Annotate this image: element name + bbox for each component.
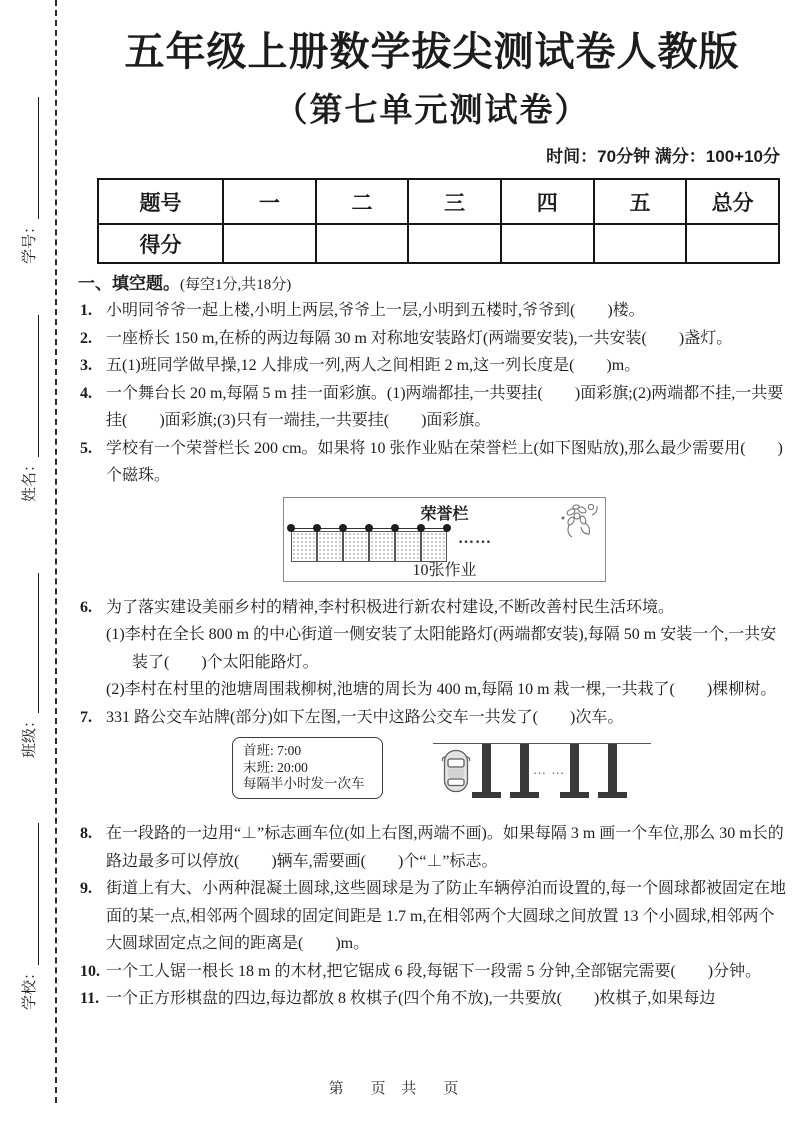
question-4-text: 一个舞台长 20 m,每隔 5 m 挂一面彩旗。(1)两端都挂,一共要挂( )面彩旗;(2)两端都不挂,一共要挂( )面彩旗;(3)只有一端挂,一共要挂( )面彩旗。 [106, 384, 784, 429]
question-6-sub2: (2)李村在村里的池塘周围栽柳树,池塘的周长为 400 m,每隔 10 m 栽一棵,一共栽了( )棵柳树。 [106, 681, 777, 698]
dashed-cut-line [55, 0, 57, 1103]
question-7 [78, 704, 786, 732]
question-10-number: 10. [80, 962, 100, 980]
exam-paper [78, 0, 786, 1013]
question-2 [78, 325, 786, 353]
question-8-number: 8. [80, 825, 92, 842]
student-id-label: 学号： [22, 218, 38, 264]
score-table-cell-defen: 得分 [98, 224, 223, 263]
parking-diagram [433, 743, 651, 810]
student-school-label: 学校： [22, 964, 38, 1010]
student-school-blank-line [23, 823, 39, 965]
question-1-text: 小明同爷爷一起上楼,小明上两层,爷爷上一层,小明到五楼时,爷爷到( )楼。 [106, 302, 645, 319]
score-table [97, 178, 780, 264]
score-table-cell-col2: 二 [316, 179, 409, 224]
parking-ellipsis: … … [533, 762, 566, 777]
score-empty-cell [408, 224, 501, 263]
score-table-cell-col5: 五 [594, 179, 687, 224]
honor-board-title: 荣誉栏 [420, 505, 469, 523]
student-name-label: 姓名： [22, 456, 38, 502]
score-empty-cell [316, 224, 409, 263]
magnet-dot [391, 524, 399, 532]
section-one-note: (每空1分,共18分) [180, 277, 292, 293]
question-3-text: 五(1)班同学做早操,12 人排成一列,两人之间相距 2 m,这一列长度是( )m。 [106, 357, 641, 374]
bus-last-departure: 末班: 20:00 [243, 759, 308, 775]
exam-time-score-info: 时间：70分钟 满分：100+10分 [546, 147, 780, 166]
page-footer: 第 页 共 页 [328, 1081, 465, 1097]
magnet-dot [339, 524, 347, 532]
paper-subtitle: （第七单元测试卷） [274, 91, 590, 128]
question-2-number: 2. [80, 329, 92, 347]
student-class-label: 班级： [22, 712, 38, 758]
car-icon [441, 748, 471, 799]
question-10 [78, 958, 786, 986]
question-7-number: 7. [80, 708, 92, 726]
question-1 [78, 297, 786, 325]
question-11-text: 一个正方形棋盘的四边,每边都放 8 枚棋子(四个角不放),一共要放( )枚棋子,如果每边 [106, 990, 716, 1007]
question-9 [78, 875, 786, 958]
score-table-cell-col3: 三 [408, 179, 501, 224]
question-5 [78, 435, 786, 490]
score-table-cell-col4: 四 [501, 179, 594, 224]
score-empty-cell [594, 224, 687, 263]
magnet-dot [417, 524, 425, 532]
score-empty-cell [501, 224, 594, 263]
parking-post-icon [520, 744, 529, 792]
section-one-heading [78, 272, 786, 297]
magnet-dot [287, 524, 295, 532]
score-empty-cell [686, 224, 779, 263]
question-1-number: 1. [80, 302, 92, 319]
score-empty-cell [223, 224, 316, 263]
question-7-text: 331 路公交车站牌(部分)如下左图,一天中这路公交车一共发了( )次车。 [106, 708, 624, 726]
parking-post-icon [482, 744, 491, 792]
honor-board-caption: 10张作业 [412, 561, 477, 579]
student-class-blank-line [23, 573, 39, 713]
section-one-title: 一、填空题。 [78, 274, 180, 293]
magnet-dot [365, 524, 373, 532]
student-name-blank-line [23, 315, 39, 457]
question-9-text: 街道上有大、小两种混凝土圆球,这些圆球是为了防止车辆停泊而设置的,每一个圆球都被固定在地面的某一点,相邻两个圆球的固定间距是 1.7 m,在相邻两个大圆球之间放置 13 个小圆球,相邻两个大圆球固定点之间的距离是( )m。 [106, 880, 787, 952]
paper-title: 五年级上册数学拔尖测试卷人教版 [124, 30, 740, 74]
parking-post-icon [608, 744, 617, 792]
parking-post-icon [570, 744, 579, 792]
student-class-field [17, 568, 39, 758]
question-8-text: 在一段路的一边用“⊥”标志画车位(如上右图,两端不画)。如果每隔 3 m 画一个车位,那么 30 m长的路边最多可以停放( )辆车,需要画( )个“⊥”标志。 [106, 825, 784, 870]
magnet-dot [313, 524, 321, 532]
question-3-number: 3. [80, 357, 92, 374]
bus-stop-figure [232, 737, 786, 810]
question-6-sub1: (1)李村在全长 800 m 的中心街道一侧安装了太阳能路灯(两端都安装),每隔 50 m 安装一个,一共安装了( )个太阳能路灯。 [106, 626, 777, 671]
bus-first-departure: 首班: 7:00 [243, 743, 302, 758]
student-id-field [17, 74, 39, 264]
question-6-text: 为了落实建设美丽乡村的精神,李村积极进行新农村建设,不断改善村民生活环境。 [106, 598, 675, 616]
question-4 [78, 380, 786, 435]
question-6 [78, 594, 786, 704]
question-6-number: 6. [80, 598, 92, 616]
score-table-score-row [98, 224, 779, 263]
honor-board-ellipsis: …… [458, 529, 492, 547]
bus-schedule-sign [232, 737, 383, 799]
bus-interval-note: 每隔半小时发一次车 [243, 776, 365, 791]
question-5-number: 5. [80, 439, 92, 457]
score-table-cell-tihao: 题号 [98, 179, 223, 224]
score-table-cell-col1: 一 [223, 179, 316, 224]
honor-board-figure [283, 497, 606, 582]
question-9-number: 9. [80, 880, 92, 897]
question-8 [78, 820, 786, 875]
question-2-text: 一座桥长 150 m,在桥的两边每隔 30 m 对称地安装路灯(两端要安装),一共安装( )盏灯。 [106, 329, 733, 347]
question-11 [78, 985, 786, 1013]
question-3 [78, 352, 786, 380]
flower-icon [555, 501, 599, 544]
question-5-text: 学校有一个荣誉栏长 200 cm。如果将 10 张作业贴在荣誉栏上(如下图贴放),那么最少需要用( )个磁珠。 [106, 439, 783, 484]
score-table-cell-total: 总分 [686, 179, 779, 224]
student-school-field [17, 820, 39, 1010]
magnet-dot [443, 524, 451, 532]
student-name-field [17, 312, 39, 502]
student-id-blank-line [23, 97, 39, 219]
question-11-number: 11. [80, 990, 100, 1007]
question-4-number: 4. [80, 384, 92, 402]
score-table-header-row [98, 179, 779, 224]
question-10-text: 一个工人锯一根长 18 m 的木材,把它锯成 6 段,每锯下一段需 5 分钟,全部锯完需要( )分钟。 [106, 962, 762, 980]
